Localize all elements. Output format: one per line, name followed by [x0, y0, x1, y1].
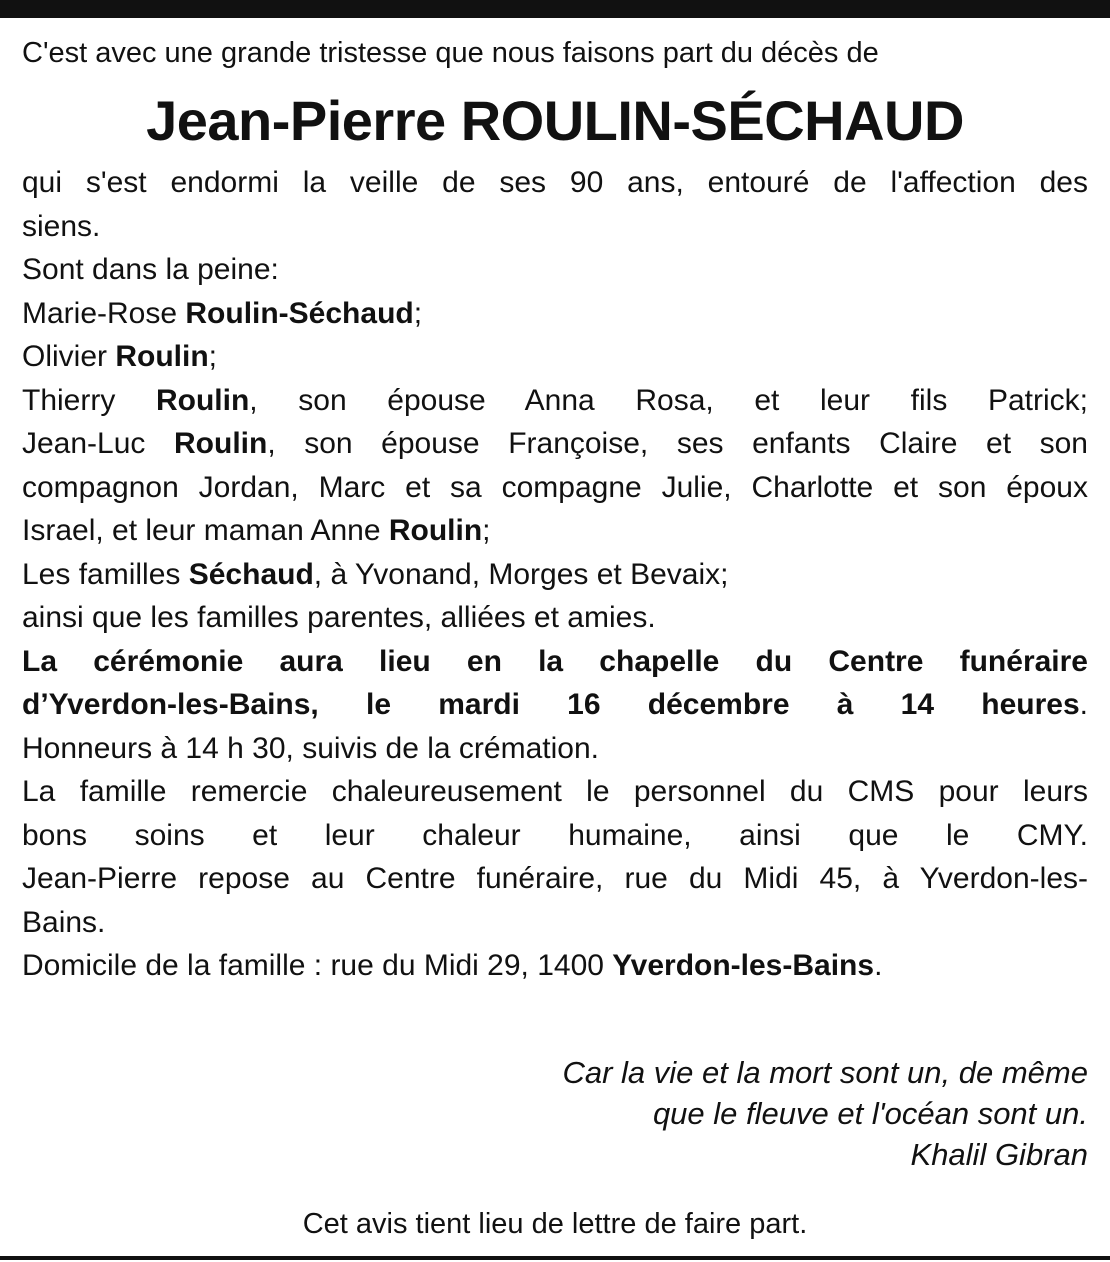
quote-line: que le fleuve et l'océan sont un.	[652, 1096, 1088, 1131]
rest-line: Jean-Pierre repose au Centre funéraire, rue du Midi 45, à Yverdon-les-	[22, 862, 1088, 895]
punct: .	[1079, 688, 1088, 721]
mourners-heading: Sont dans la peine:	[22, 253, 279, 286]
mourner-surname: Roulin	[174, 427, 268, 460]
mourner-line	[22, 553, 1088, 597]
bottom-border-rule	[0, 1256, 1110, 1260]
quote-author: Khalil Gibran	[910, 1137, 1088, 1172]
epigraph-quote	[388, 1052, 1088, 1175]
mourner-line	[22, 509, 1088, 553]
honours-line: Honneurs à 14 h 30, suivis de la crémation.	[22, 731, 599, 765]
mourner-line	[22, 422, 1088, 466]
quote-line: Car la vie et la mort sont un, de même	[562, 1055, 1088, 1090]
punct: ;	[208, 340, 217, 373]
mourner-surname: Roulin	[388, 514, 483, 547]
body-line: qui s'est endormi la veille de ses 90 ans, entouré de l'affection des	[22, 166, 1088, 199]
thanks-line: bons soins et leur chaleur humaine, ainsi que le CMY.	[22, 818, 1088, 852]
notice-intro: C'est avec une grande tristesse que nous faisons part du décès de	[22, 37, 879, 69]
address-text: Domicile de la famille : rue du Midi 29, 1400	[22, 949, 613, 982]
mourner-first: Marie-Rose	[22, 296, 186, 330]
ceremony-line	[22, 683, 1088, 727]
mourner-line	[22, 379, 1088, 423]
ceremony-line: La cérémonie aura lieu en la chapelle du Centre funéraire	[22, 644, 1088, 678]
mourner-rest: , son épouse Anna Rosa, et leur fils Patrick;	[249, 383, 1088, 417]
mourner-line	[22, 335, 1088, 379]
mourner-line	[22, 292, 1088, 336]
mourner-line: compagnon Jordan, Marc et sa compagne Julie, Charlotte et son époux	[22, 470, 1088, 504]
mourner-surname: Roulin	[155, 383, 250, 417]
deceased-name: Jean-Pierre ROULIN-SÉCHAUD	[146, 89, 964, 152]
ceremony-text: d’Yverdon-les-Bains, le mardi 16 décembre à 14 heures	[22, 688, 1080, 721]
mourner-surname: Roulin	[115, 340, 209, 373]
address-line	[22, 944, 1088, 988]
mourner-surname: Roulin-Séchaud	[185, 296, 414, 330]
address-city: Yverdon-les-Bains	[612, 949, 875, 982]
punct: .	[874, 949, 883, 982]
mourner-rest: , à Yvonand, Morges et Bevaix;	[313, 557, 729, 591]
mourner-surname: Séchaud	[188, 557, 314, 591]
footer-note: Cet avis tient lieu de lettre de faire part.	[302, 1208, 808, 1240]
thanks-line: La famille remercie chaleureusement le personnel du CMS pour leurs	[22, 775, 1088, 808]
mourner-line: ainsi que les familles parentes, alliées et amies.	[22, 601, 656, 634]
body-line: siens.	[22, 209, 101, 243]
mourner-first: Israel, et leur maman Anne	[22, 514, 389, 547]
mourner-first: Les familles	[22, 557, 189, 591]
mourner-first: Jean-Luc	[22, 427, 174, 460]
mourner-first: Olivier	[22, 340, 116, 373]
rest-line: Bains.	[22, 905, 106, 939]
mourner-first: Thierry	[22, 383, 156, 417]
top-border-rule	[0, 0, 1110, 18]
death-notice	[22, 32, 1088, 988]
punct: ;	[482, 514, 491, 547]
notice-body	[22, 161, 1088, 988]
mourner-rest: , son épouse Françoise, ses enfants Claire et son	[267, 427, 1088, 460]
punct: ;	[413, 296, 423, 330]
